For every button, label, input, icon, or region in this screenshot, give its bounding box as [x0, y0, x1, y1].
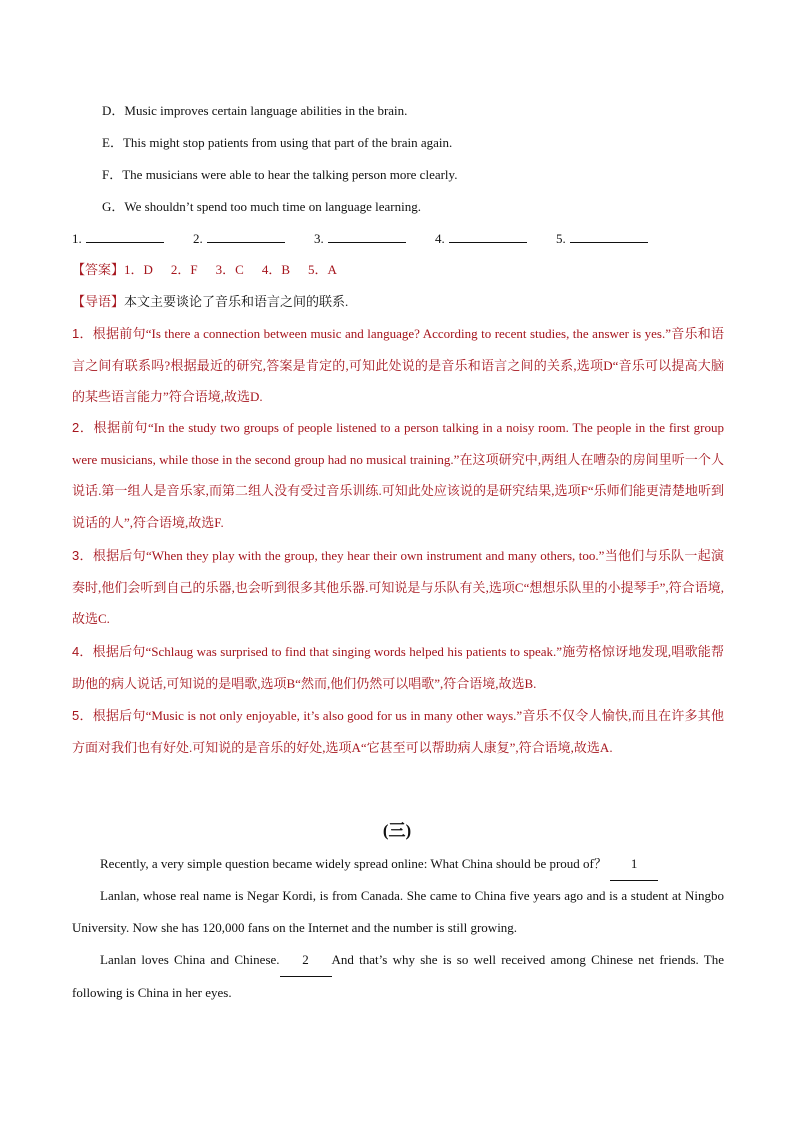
- option-text: We shouldn’t spend too much time on language learning.: [124, 199, 421, 214]
- explanation-text: 根据后句“When they play with the group, they hear their own instrument and many others, too.”当他们与乐队一起演奏时,他们会听到自己的乐器,也会听到很多其他乐器.可知说是与乐队有关,选项C“想想乐队里的小提琴手”,符合语境,故选C.: [72, 548, 724, 626]
- explanation-number: 1．: [72, 326, 93, 341]
- answer-item: 4．B: [261, 262, 290, 277]
- option-text: The musicians were able to hear the talking person more clearly.: [122, 167, 458, 182]
- option-letter: D．: [102, 103, 125, 118]
- paragraph-text: Recently, a very simple question became widely spread online: What China should be proud of？: [100, 856, 607, 871]
- explanation-text: 根据前句“In the study two groups of people listened to a person talking in a noisy room. The people in the first group were musicians, while those in the second group had no musical training.”在这项研究中,两组人在嘈杂的房间里听一个人说话.第一组人是音乐家,而第二组人没有受过音乐训练.可知此处应该说的是研究结果,选项F“乐师们能更清楚地听到说话的人”,符合语境,故选F.: [72, 420, 724, 530]
- blank-line[interactable]: [328, 230, 406, 243]
- blank-item: [72, 230, 164, 248]
- blank-line[interactable]: [449, 230, 527, 243]
- option-letter: F．: [102, 167, 123, 182]
- option-g: [102, 198, 421, 216]
- blank-line[interactable]: [207, 230, 285, 243]
- explanation-5: [72, 700, 724, 763]
- paragraph-text: Lanlan loves China and Chinese.: [100, 952, 280, 967]
- blank-number: 1.: [72, 231, 82, 246]
- answer-line: [72, 261, 355, 280]
- passage-paragraph-1: [72, 848, 724, 881]
- answer-item: 5．A: [307, 262, 337, 277]
- explanation-2: [72, 412, 724, 538]
- section-title: (三): [382, 821, 412, 840]
- blank-number: 4.: [435, 231, 445, 246]
- blank-number: 3.: [314, 231, 324, 246]
- blank-line[interactable]: [570, 230, 648, 243]
- paragraph-text: And that’s why she is so well received among Chinese net friends. The following is China in her eyes.: [72, 952, 724, 1000]
- option-letter: G．: [102, 199, 125, 214]
- explanation-text: 根据后句“Music is not only enjoyable, it’s also good for us in many other ways.”音乐不仅令人愉快,而且在许多其他方面对我们也有好处.可知说的是音乐的好处,选项A“它甚至可以帮助病人康复”,符合语境,故选A.: [72, 708, 724, 755]
- passage-paragraph-2: Lanlan, whose real name is Negar Kordi, is from Canada. She came to China five years ago and is a student at Ningbo University. Now she has 120,000 fans on the Internet and the number is still growing.: [72, 888, 724, 935]
- explanation-text: 根据前句“Is there a connection between music and language? According to recent studies, the answer is yes.”音乐和语言之间有联系吗?根据最近的研究,答案是肯定的,可知此处说的是音乐和语言之间的关系,选项D“音乐可以提高大脑的某些语言能力”符合语境,故选D.: [72, 326, 724, 404]
- explanation-number: 2．: [72, 420, 94, 435]
- blank-number: 5.: [556, 231, 566, 246]
- option-f: [102, 166, 457, 184]
- explanation-1: [72, 318, 724, 413]
- blank-item: [435, 230, 527, 248]
- option-letter: E．: [102, 135, 123, 150]
- explanation-number: 5．: [72, 708, 93, 723]
- blank-item: [314, 230, 406, 248]
- blank-line[interactable]: [86, 230, 164, 243]
- answer-item: 2．F: [170, 262, 198, 277]
- guide-line: [72, 293, 348, 311]
- guide-tag: 【导语】: [72, 294, 125, 309]
- gap-1[interactable]: 1: [610, 848, 658, 881]
- explanation-text: 根据后句“Schlaug was surprised to find that singing words helped his patients to speak.”施劳格惊讶地发现,唱歌能帮助他的病人说话,可知说的是唱歌,选项B“然而,他们仍然可以唱歌”,符合语境,故选B.: [72, 644, 725, 691]
- answer-item: 3．C: [215, 262, 244, 277]
- passage-paragraph-3: [72, 944, 724, 1009]
- explanation-4: [72, 636, 724, 699]
- option-text: This might stop patients from using that part of the brain again.: [122, 135, 453, 150]
- answer-item: 1．D: [124, 262, 153, 277]
- answer-blanks: [72, 230, 674, 248]
- explanation-number: 4．: [72, 644, 93, 659]
- option-text: Music improves certain language abilities in the brain.: [124, 103, 408, 118]
- gap-2[interactable]: 2: [280, 944, 332, 977]
- blank-item: [556, 230, 648, 248]
- answer-tag: 【答案】: [72, 263, 125, 278]
- guide-text: 本文主要谈论了音乐和语言之间的联系.: [124, 294, 349, 309]
- blank-item: [193, 230, 285, 248]
- explanation-number: 3．: [72, 548, 93, 563]
- explanation-3: [72, 540, 724, 635]
- option-e: [102, 134, 452, 152]
- blank-number: 2.: [193, 231, 203, 246]
- option-d: [102, 102, 407, 120]
